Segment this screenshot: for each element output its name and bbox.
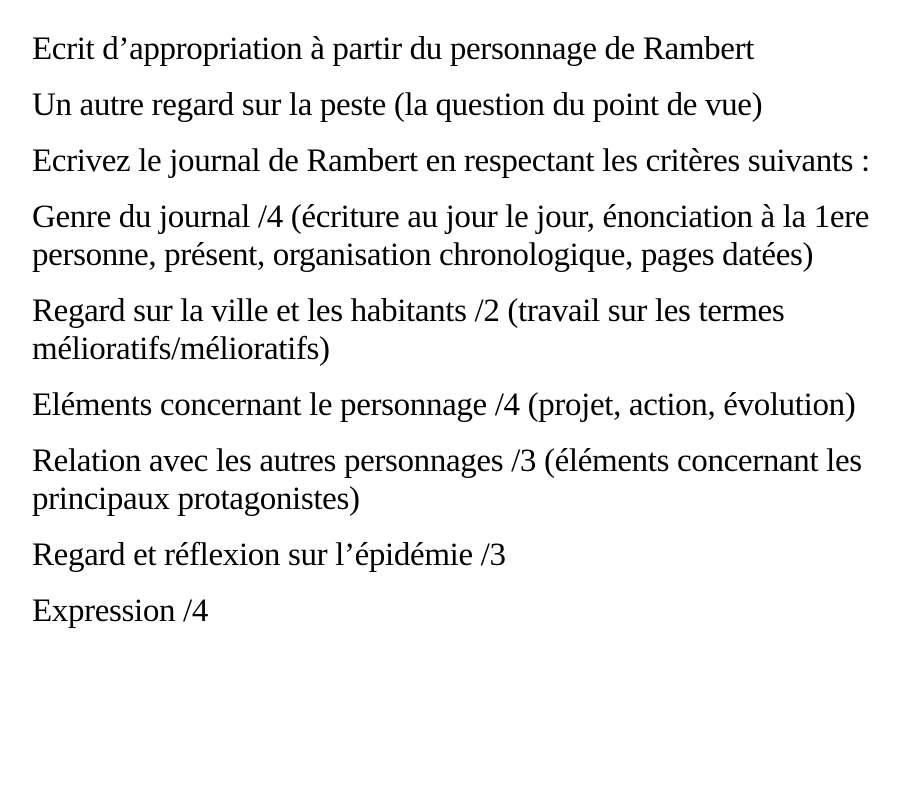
- document-subtitle: Un autre regard sur la peste (la question du point de vue): [32, 87, 763, 123]
- criterion-epidemic-reflection: Regard et réflexion sur l’épidémie /3: [32, 537, 506, 573]
- document-title: Ecrit d’appropriation à partir du personnage de Rambert: [32, 31, 755, 67]
- criterion-journal-genre: Genre du journal /4 (écriture au jour le jour, énonciation à la 1ere personne, présent, organisation chronologique, pages datées): [32, 199, 870, 273]
- criterion-city-inhabitants: Regard sur la ville et les habitants /2 (travail sur les termes mélioratifs/mélioratifs): [32, 293, 785, 367]
- criterion-character-elements: Eléments concernant le personnage /4 (projet, action, évolution): [32, 387, 856, 423]
- criterion-character-relations: Relation avec les autres personnages /3 (éléments concernant les principaux protagonistes): [32, 443, 862, 517]
- criterion-expression: Expression /4: [32, 593, 209, 629]
- assignment-instruction: Ecrivez le journal de Rambert en respectant les critères suivants :: [32, 143, 870, 179]
- assignment-document: [32, 30, 898, 630]
